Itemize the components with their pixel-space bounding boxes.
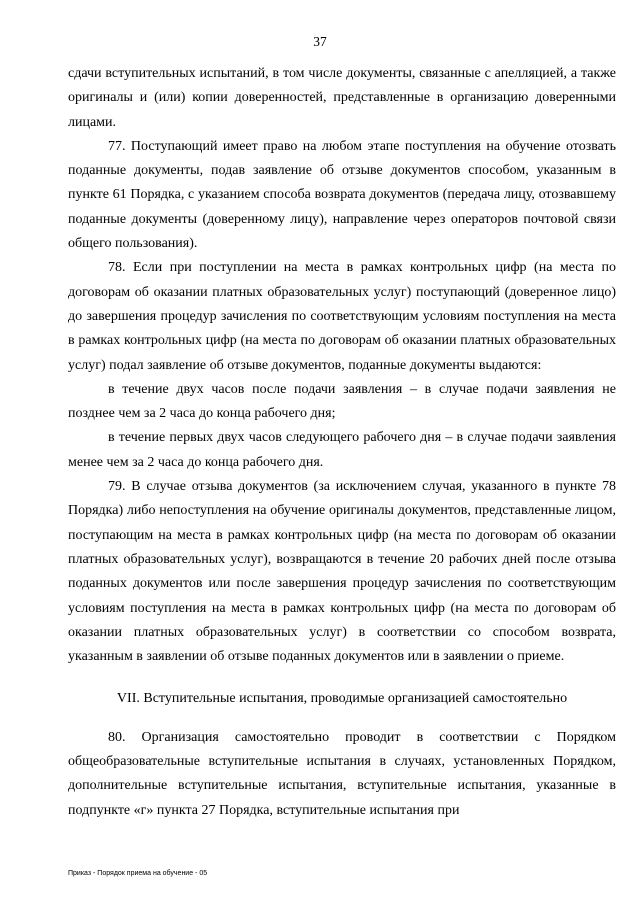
paragraph-78-item-1: в течение двух часов после подачи заявления – в случае подачи заявления не позднее чем за 2 часа до конца рабочего дня; [68,381,616,422]
paragraph-79: 79. В случае отзыва документов (за исключением случая, указанного в пункте 78 Порядка) либо непоступления на обучение оригиналы документов, представленные лицом, поступающим на места в рамках контрольных цифр (на места по договорам об оказании платных образовательных услуг), возвращаются в течение 20 рабочих дней после отзыва поданных документов или после завершения процедур зачисления по соответствующим условиям поступления на места в рамках контрольных цифр (на места по договорам об оказании платных образовательных услуг) в соответствии со способом возврата, указанным в заявлении об отзыве поданных документов или в заявлении о приеме. [68,479,616,665]
paragraph-77: 77. Поступающий имеет право на любом этапе поступления на обучение отозвать поданные документы, подав заявление об отзыве документов способом, указанным в пункте 61 Порядка, с указанием способа возврата документов (передача лицу, отозвавшему поданные документы (доверенному лицу), направление через операторов почтовой связи общего пользования). [68,138,616,252]
paragraph-78-item-2: в течение первых двух часов следующего рабочего дня – в случае подачи заявления менее чем за 2 часа до конца рабочего дня. [68,430,616,470]
paragraph-80: 80. Организация самостоятельно проводит в соответствии с Порядком общеобразовательные вступительные испытания в случаях, установленных Порядком, дополнительные вступительные испытания, вступительные испытания, указанные в подпункте «г» пункта 27 Порядка, вступительные испытания при [68,729,616,818]
page-number: 37 [313,34,327,49]
section-heading: VII. Вступительные испытания, проводимые организацией самостоятельно [116,691,568,707]
paragraph-continuation: сдачи вступительных испытаний, в том числе документы, связанные с апелляцией, а также оригиналы и (или) копии доверенностей, представленные в организацию доверенными лицами. [68,66,616,130]
footer-note: Приказ - Порядок приема на обучение - 05 [68,870,208,877]
document-body [68,62,616,823]
paragraph-78: 78. Если при поступлении на места в рамках контрольных цифр (на места по договорам об оказании платных образовательных услуг) поступающий (доверенное лицо) до завершения процедур зачисления по соответствующим условиям поступления на места в рамках контрольных цифр (на места по договорам об оказании платных образовательных услуг) подал заявление об отзыве документов, поданные документы выдаются: [68,260,616,373]
